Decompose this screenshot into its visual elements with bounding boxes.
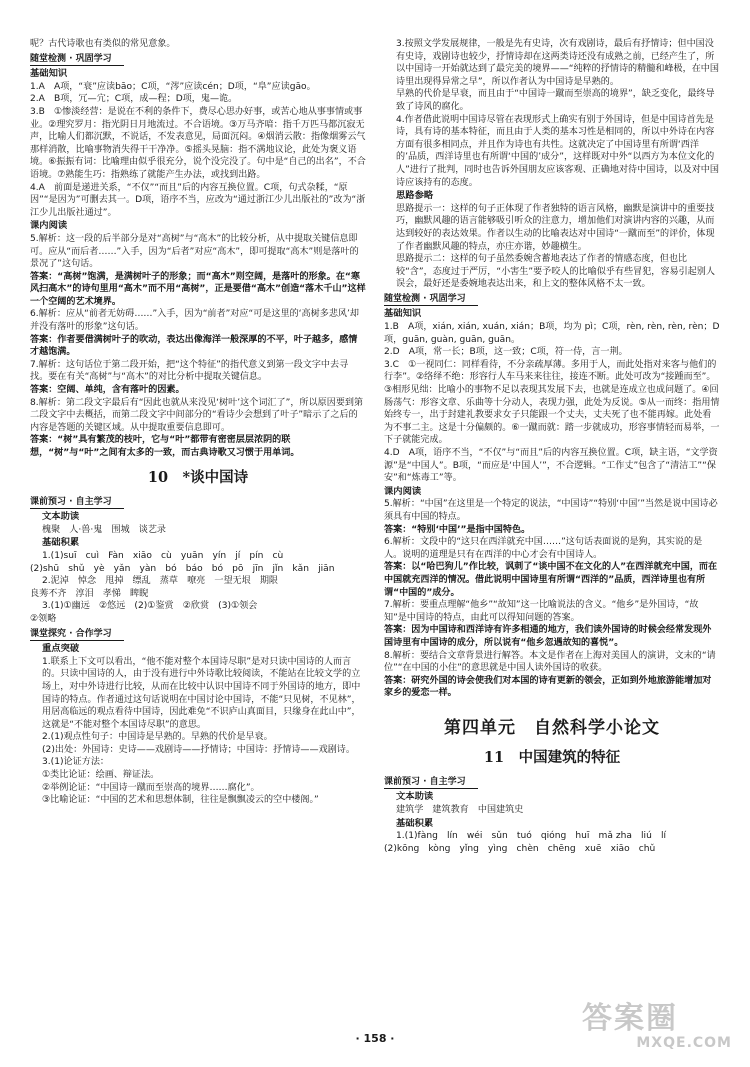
answer-item: 5.解析：这一段的后半部分是对“高树”与“高木”的比较分析，从中提取关键信息即可。应从“而后者……”入手，因为“后者”对应“高木”，即可提取“高木”则是落叶的景况了”这句话。 <box>30 233 359 270</box>
section-tag: 课堂探究 · 合作学习 <box>30 628 124 642</box>
section-heading: 文本助读 <box>42 511 80 523</box>
paragraph: 4.作者借此说明中国诗尽管在表现形式上确实有别于外国诗，但是中国诗首先是诗，具有诗的基本特征，而且由于人类的基本习性是相同的，所以中外诗在内容方面有很多相同点，并且作为诗也有共性。这就决定了中国诗里有所谓‘西洋的’品质，西洋诗里也有所谓‘中国的’成分”，这样既对中外“以西方为本位文化的人”进行了批判，同时也告诉外国朋友应该客观、正确地对待中国诗，以及对中国诗应该持有的态度。 <box>396 114 719 188</box>
section-heading: 基础知识 <box>30 68 68 80</box>
answer-text: 答案：作者要借满树叶子的吹动，表达出像海洋一般深厚的不平，叶子越多，感情才越饱满。 <box>30 334 358 358</box>
word-line: ②领略 <box>30 613 57 624</box>
answer-item: 4.A 前面是递进关系，“不仅”“而且”后的内容互换位置。C项，句式杂糅，“原因”“是因为”可删去其一。D项，语序不当，应改为“通过浙江少儿出版社的”改为“浙江少儿出版社通过”。 <box>30 182 366 218</box>
left-column <box>30 38 366 1038</box>
paragraph: 3.(1)论证方法： <box>42 757 110 768</box>
word-line: 良莠不齐 淳泪 孝悌 睥睨 <box>30 588 149 599</box>
paragraph: 3.按照文学发展规律，一般是先有史诗，次有戏剧诗，最后有抒情诗；但中国没有史诗，戏剧诗也较少，抒情诗却在这两类诗还没有成熟之前，已经产生了，所以中国诗一开始就达到了最完美的境界——“纯粹的抒情诗的精髓和峰极，在中国诗里出现得异常之早”，所以作者认为中国诗是早熟的。 <box>396 39 719 87</box>
section-heading: 重点突破 <box>42 643 80 655</box>
pinyin-line: 1.(1)fàng lín wéi sǔn tuó qióng huī mǎ zha liú lí <box>396 831 666 842</box>
answer-item: 2.D A项，常一长；B项，这一致；C项，符一侍，言一荆。 <box>384 347 628 358</box>
section-tag: 课前预习 · 自主学习 <box>30 496 124 510</box>
answer-text: 答案：空阔、单纯，含有落叶的因素。 <box>30 385 185 396</box>
pinyin-line: (2)shū shǔ yè yǎn yàn bó báo bó pō jīn jǐn kǎn jiān <box>30 563 335 574</box>
answer-text: 答案：“特别‘中国’”是指中国特色。 <box>384 524 531 535</box>
paragraph: ③比喻论证：“中国的艺术和思想体制，往往是飘飘凌云的空中楼阁。” <box>42 795 319 806</box>
section-tag: 随堂检测 · 巩固学习 <box>384 293 478 307</box>
answer-text: 答案：研究外国的诗会使我们对本国的诗有更新的领会，正如到外地旅游能增加对家乡的爱恋一样。 <box>384 675 712 699</box>
paragraph: (2)出处：外国诗：史诗——戏剧诗——抒情诗；中国诗：抒情诗——戏剧诗。 <box>42 744 355 755</box>
answer-item: 3.C ①一视同仁：同样看待，不分亲疏厚薄。多用于人，而此处指对来客与他们的行李”。②络绎不绝：形容行人车马来来往往，接连不断。此处可改为“接踵而至”。③相形见绌：比喻小的事物不足以表现其发展下去，也就是连成立也成问题了。④回肠荡气：形容文章、乐曲等十分动人，表现力强，此处为反说。⑤从一而终：指用情始终专一，出于封建礼教要求女子只能跟一个丈夫，丈夫死了也不能再嫁。此处看为不事二主。这是十分偏颇的。⑥一蹴而就：踏一步就成功，形容事情轻而易举，一下子就能完成。 <box>384 359 720 446</box>
answer-text: 答案：“高树”饱满，是满树叶子的形象；而“高木”则空阔，是落叶的形象。在“寒风扫高木”的诗句里用“高木”而不用“高树”，正是要借“高木”创造“落木千山”这样一个空阔的艺术境界。 <box>30 271 366 307</box>
word-line: 3.(1)①幽远 ②悠远 (2)①鉴赏 ②欣赏 (3)①领会 <box>42 601 258 612</box>
section-heading: 文本助读 <box>396 791 434 803</box>
paragraph: ①类比论证：绘画、辩证法。 <box>42 770 160 781</box>
paragraph: 建筑学 建筑教育 中国建筑史 <box>396 805 524 816</box>
answer-item: 1.B A项，xián, xián, xuán, xián；B项，均为 pì；C项，rèn, rèn, rèn, rèn；D项，guān, guàn, guān, guān。 <box>384 322 720 345</box>
answer-item: 8.解析：第二段文字最后有“因此也就从来没见‘树叶’这个词汇了”，所以原因要到第二段文字中去概括，而第二段文字中间部分的“看诗少会想到了叶子”暗示了之后的内容是答题的关键区域。从中提取重要信息即可。 <box>30 397 364 433</box>
section-heading: 思路参略 <box>396 190 434 202</box>
word-line: 2.泥淖 悼念 甩掉 缥乱 蒸草 嘹亮 一望无垠 期限 <box>42 576 279 587</box>
answer-text: 答案：以“哈巴狗儿”作比较，讽刺了“谈中国不在文化的人”在西洋就充中国，而在中国就充西洋的情况。借此说明中国诗里有所谓“西洋的”品质，西洋诗里也有所谓“中国的”成分。 <box>384 562 718 598</box>
answer-item: 7.解析：要重点理解“他乡”“故知”这一比喻说法的含义。“他乡”是外国诗，“故知”是中国诗的特点，由此可以得知问题的答案。 <box>384 600 699 623</box>
paragraph: 槐聚 人·兽·鬼 围城 谈艺录 <box>42 524 167 535</box>
lesson-title: 10 *谈中国诗 <box>147 468 249 486</box>
answer-item: 5.解析：“中国”在这里是一个特定的说法，“中国诗”“特别‘中国’”当然是说中国诗必须具有中国的特点。 <box>384 499 718 522</box>
section-heading: 基础知识 <box>384 308 422 320</box>
page-number: · 158 · <box>355 1032 395 1045</box>
paragraph: 1.联系上下文可以看出，“他不能对整个本国诗尽职”是对只读中国诗的人而言的。只读中国诗的人，由于没有进行中外诗歌比较阅读，不能站在比较文学的立场上，对中外诗进行比较，从而在比较中认识中国诗不同于外国诗的地方，即中国诗的特点。作者通过这句话说明在中国讨论中国诗，不能“只见树，不见林”，用居高临远的观点看待中国诗，因此难免“不识庐山真面目，只缘身在此山中”，这就是“不能对整个本国诗尽职”的意思。 <box>42 656 361 730</box>
lesson-title: 11 中国建筑的特征 <box>483 748 621 766</box>
section-heading: 基础积累 <box>42 537 80 549</box>
paragraph: 早熟的代价是早衰，而且由于“中国诗一蹴而至崇高的境界”，缺乏变化，最终导致了诗风的腐化。 <box>396 89 715 112</box>
section-heading: 课内阅读 <box>30 220 68 232</box>
paragraph: 2.(1)观点性句子：中国诗是早熟的。早熟的代价是早衰。 <box>42 732 273 743</box>
paragraph: ②举例论证：“中国诗一蹴而至崇高的境界……腐化”。 <box>42 782 260 793</box>
answer-item: 1.A A项，“衰”应读bāo；C项，“涔”应读cén；D项，“阜”应读gāo。 <box>30 81 316 92</box>
section-tag: 课前预习 · 自主学习 <box>384 776 478 790</box>
answer-item: 6.解析：文段中的“这只在西洋就充中国……”这句话表面说的是狗，其实说的是人。说明的道理是只有在西洋的中心才会有中国诗人。 <box>384 537 703 560</box>
answer-text: 答案：“树”具有繁茂的枝叶，它与“叶”都带有密密层层浓阴的联想，“树”与“叶”之间有太多的一致，而古典诗歌又习惯于用单词。 <box>30 435 300 458</box>
answer-item: 6.解析：应从“前者无妨碍……”入手，因为“前者”对应“可是这里的‘高树多悲风’却并没有落叶的形象”这句话。 <box>30 309 360 333</box>
answer-item: 8.解析：要结合文章背景进行解答。本文是作者在上海对美国人的演讲，文末的“请位”“在中国的小住”的意思就是中国人读外国诗的收获。 <box>384 650 716 674</box>
section-heading: 基础积累 <box>396 817 434 829</box>
unit-title: 第四单元 自然科学小论文 <box>444 717 660 738</box>
paragraph: 思路提示二：这样的句子虽然委婉含蓄地表达了作者的情感态度，但也比较“含”，态度过于严厉，“小害生”要予咬人的比喻似乎有些冒犯，容易引起别人误会，最好还是委婉地表达出来，和上文的整体风格不太一致。 <box>396 254 715 290</box>
answer-item: 4.D A项，语序不当，“不仅”与“而且”后的内容互换位置。C项，缺主语，“文学资源”是“中国人”。B项，“而应是‘中国人’”，不合逻辑。“工作丈”包含了“清洁工”“保安”和“炼毒工”等。 <box>384 448 718 484</box>
section-heading: 课内阅读 <box>384 485 422 497</box>
pinyin-line: 1.(1)suī cuì Fàn xiāo cù yuān yín jí pín cù <box>42 550 284 561</box>
answer-item: 2.A B项，冗—宂；C项，成—程；D项，鬼—诡。 <box>30 94 238 105</box>
answer-text: 答案：因为中国诗和西洋诗有许多相通的地方，我们读外国诗的时候会经常发现外国诗里有中国诗的成分，所以说有“他乡忽遇故知的喜悦”。 <box>384 625 712 648</box>
watermark-top-text: 答案圈 <box>582 1001 678 1036</box>
watermark-logo <box>582 1003 732 1055</box>
pinyin-line: (2)kōng kòng yǐng yìng chèn chēng xuē xiāo chǔ <box>384 843 656 854</box>
answer-item: 3.B ①惨淡经营：是说在不利的条件下，费尽心思办好事，或苦心地从事事情或事业。②理究罗月：指光阴日月地流过。不合语境。③万马齐喑：指千万匹马都沉寂无声，比喻人们都沉默，不说话，不发表意见，局面沉闷。④烟消云散：指像烟雾云气那样消散，比喻事物消失得干干净净。⑤摇头晃脑：指不满地议论，此处为褒义语境。⑥振振有词：比喻理由似乎很充分，说个没完没了。句中是“自己的出名”，不合语境。⑦熟能生巧：指熟练了就能产生办法，或找到出路。 <box>30 106 366 180</box>
watermark-bottom-text: MXQE.COM <box>636 1035 732 1051</box>
right-column <box>384 38 720 1038</box>
answer-item: 7.解析：这句话位于第二段开始，把“这个特征”的指代意义到第一段文字中去寻找。要在有关“高树”与“高木”的对比分析中提取关键信息。 <box>30 359 349 383</box>
paragraph: 呢？古代诗歌也有类似的常见意象。 <box>30 39 176 49</box>
section-tag: 随堂检测 · 巩固学习 <box>30 53 124 67</box>
paragraph: 思路提示一：这样的句子正体现了作者独特的语言风格，幽默是演讲中的重要技巧，幽默风趣的语言能够吸引听众的注意力，增加他们对演讲内容的兴趣，从而达到较好的表达效果。作者以生动的比喻表达对中国诗“一蹴而至”的评价，体现了作者幽默风趣的特点，亦庄亦谐，妙趣横生。 <box>396 203 715 252</box>
